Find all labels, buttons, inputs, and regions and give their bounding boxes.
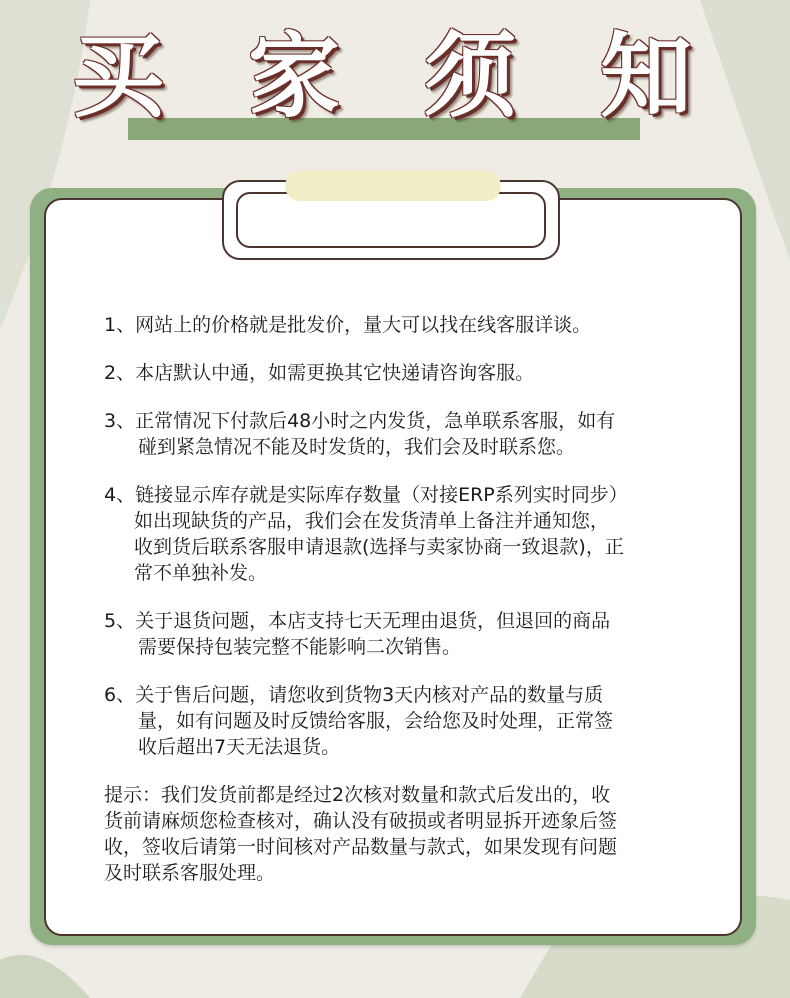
- item-line: 6、关于售后问题，请您收到货物3天内核对产品的数量与质: [104, 684, 604, 706]
- tip-paragraph: [104, 782, 714, 886]
- notice-content: [104, 312, 714, 886]
- item-line: 碰到紧急情况不能及时发货的，我们会及时联系您。: [138, 436, 576, 458]
- item-line: 如出现缺货的产品，我们会在发货清单上备注并通知您，: [134, 510, 610, 532]
- item-line: 量，如有问题及时反馈给客服，会给您及时处理，正常签: [138, 710, 614, 732]
- item-line: 2、本店默认中通，如需更换其它快递请咨询客服。: [104, 362, 535, 384]
- item-line: 收到货后联系客服申请退款(选择与卖家协商一致退款)，正: [134, 536, 624, 558]
- list-item: [104, 682, 714, 760]
- item-line: 3、正常情况下付款后48小时之内发货，急单联系客服，如有: [104, 410, 616, 432]
- list-item: [104, 608, 714, 660]
- list-item: [104, 360, 714, 386]
- item-line: 收后超出7天无法退货。: [138, 736, 341, 758]
- tip-line: 货前请麻烦您检查核对，确认没有破损或者明显拆开迹象后签: [104, 810, 618, 832]
- tip-line: 提示：我们发货前都是经过2次核对数量和款式后发出的，收: [104, 784, 611, 806]
- item-line: 需要保持包装完整不能影响二次销售。: [138, 636, 462, 658]
- item-line: 1、网站上的价格就是批发价，量大可以找在线客服详谈。: [104, 314, 592, 336]
- tip-line: 收，签收后请第一时间核对产品数量与款式，如果发现有问题: [104, 836, 618, 858]
- item-line: 4、链接显示库存就是实际库存数量（对接ERP系列实时同步）: [104, 484, 628, 506]
- page-title: 买 家 须 知: [71, 23, 719, 130]
- item-line: 5、关于退货问题，本店支持七天无理由退货，但退回的商品: [104, 610, 611, 632]
- clip-tape: [285, 171, 501, 201]
- list-item: [104, 408, 714, 460]
- list-item: [104, 482, 714, 586]
- tip-line: 及时联系客服处理。: [104, 862, 276, 884]
- item-line: 常不单独补发。: [134, 562, 268, 584]
- list-item: [104, 312, 714, 338]
